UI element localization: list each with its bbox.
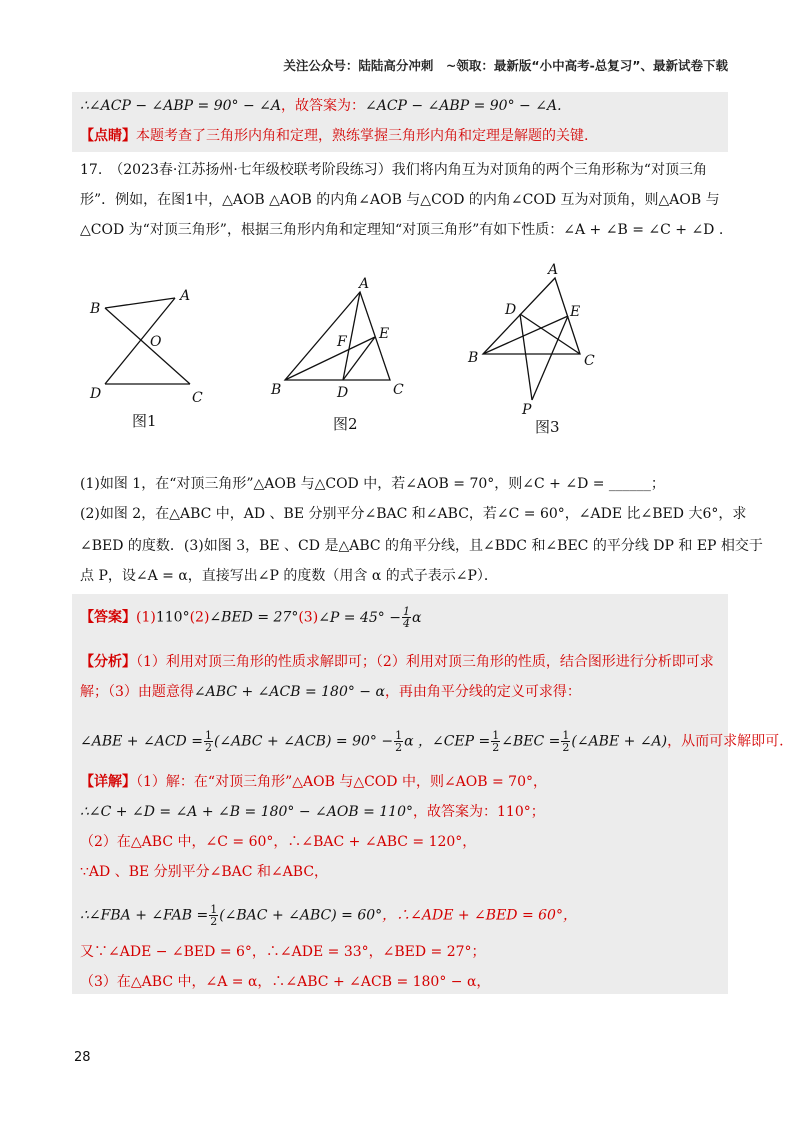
fig1-caption: 图1 xyxy=(132,412,157,430)
detail-label: 【详解】 xyxy=(80,774,136,790)
analysis-label: 【分析】 xyxy=(80,654,136,670)
detail-line-2: ∴∠C + ∠D = ∠A + ∠B = 180° − ∠AOB = 110°，故答案为：110°； xyxy=(80,804,545,820)
answer-label: 【答案】 xyxy=(80,609,136,626)
fig2-label-a: A xyxy=(359,276,370,292)
figure-3 xyxy=(460,258,620,438)
question-2b: ∠BED 的度数．(3)如图 3，BE 、CD 是△ABC 的角平分线，且∠BDC 和∠BEC 的平分线 DP 和 EP 相交于 xyxy=(80,538,763,554)
fig2-caption: 图2 xyxy=(333,415,358,433)
fig2-label-b: B xyxy=(271,382,282,398)
fig3-label-a: A xyxy=(548,262,559,278)
question-3: 点 P，设∠A = α，直接写出∠P 的度数（用含 α 的式子表示∠P）． xyxy=(80,568,498,584)
previous-answer-line: ∴∠ACP − ∠ABP = 90° − ∠A，故答案为：∠ACP − ∠ABP = 90° − ∠A. xyxy=(80,98,562,114)
comment-label: 【点睛】 xyxy=(80,128,136,144)
answer-value-3: ∠P = 45° − $\frac{1}{4}$ α xyxy=(318,605,422,630)
previous-answer-math: ∴∠ACP − ∠ABP = 90° − ∠A xyxy=(80,98,281,114)
fig3-label-b: B xyxy=(468,350,479,366)
detail-line-5: ∴∠FBA + ∠FAB = $\frac{1}{2}$ (∠BAC + ∠ABC) = 60°，∴∠ADE + ∠BED = 60°， xyxy=(80,903,577,928)
detail-line-3: （2）在△ABC 中，∠C = 60°，∴∠BAC + ∠ABC = 120°， xyxy=(80,834,477,850)
fig2-label-f: F xyxy=(337,334,347,350)
fig1-label-b: B xyxy=(90,301,101,317)
comment-line xyxy=(80,126,588,146)
analysis-line-2: 解；（3）由题意得∠ABC + ∠ACB = 180° − α，再由角平分线的定义可求得： xyxy=(80,684,581,700)
question-2a: (2)如图 2，在△ABC 中，AD 、BE 分别平分∠BAC 和∠ABC，若∠C = 60°，∠ADE 比∠BED 大6°，求 xyxy=(80,506,747,522)
fig3-label-c: C xyxy=(584,353,595,369)
previous-answer-math2: ∠ACP − ∠ABP = 90° − ∠A xyxy=(364,98,558,114)
fig1-label-d: D xyxy=(90,386,102,402)
fig1-label-a: A xyxy=(180,288,191,304)
fig2-label-c: C xyxy=(393,382,404,398)
detail-line-7: （3）在△ABC 中，∠A = α，∴∠ABC + ∠ACB = 180° − α， xyxy=(80,974,491,990)
fig2-label-d: D xyxy=(337,385,349,401)
fig3-label-p: P xyxy=(522,402,532,418)
question-1: (1)如图 1，在“对顶三角形”△AOB 与△COD 中，若∠AOB = 70°，则∠C + ∠D = ______； xyxy=(80,476,665,492)
fig1-label-c: C xyxy=(192,390,203,406)
answer-value-1: 110° xyxy=(155,609,190,626)
problem-line-3: △COD 为“对顶三角形”，根据三角形内角和定理知“对顶三角形”有如下性质：∠A + ∠B = ∠C + ∠D . xyxy=(80,222,724,238)
detail-line-1: 【详解】（1）解：在“对顶三角形”△AOB 与△COD 中，则∠AOB = 70°， xyxy=(80,774,547,790)
fig3-caption: 图3 xyxy=(535,418,560,436)
fig3-label-e: E xyxy=(570,304,581,320)
analysis-line-3: ∠ABE + ∠ACD = $\frac{1}{2}$ (∠ABC + ∠ACB) = 90° − $\frac{1}{2}$ α ，∠CEP = $\frac{1}{2}$ ∠BEC = $\frac{1}{2}$ (∠ABE + ∠A)，从而可求解即可. xyxy=(80,729,784,754)
answer-line: 【答案】(1)110°(2)∠BED = 27°(3)∠P = 45° − $\frac{1}{4}$ α xyxy=(80,605,422,630)
answer-value-2: ∠BED = 27° xyxy=(209,609,299,626)
figure-2 xyxy=(265,272,425,442)
figure-1 xyxy=(80,280,230,440)
page-header: 关注公众号：陆陆高分冲刺 ~领取：最新版“小中高考-总复习”、最新试卷下载 xyxy=(283,58,728,73)
problem-line-1: 17. （2023春·江苏扬州·七年级校联考阶段练习）我们将内角互为对顶角的两个三角形称为“对顶三角 xyxy=(80,162,707,178)
fig2-label-e: E xyxy=(379,326,390,342)
previous-answer-text: ，故答案为： xyxy=(280,98,365,114)
fig1-label-o: O xyxy=(150,334,162,350)
detail-line-4: ∵AD 、BE 分别平分∠BAC 和∠ABC， xyxy=(80,864,329,880)
detail-line-6: 又∵∠ADE − ∠BED = 6°，∴∠ADE = 33°，∠BED = 27°； xyxy=(80,944,486,960)
page-number: 28 xyxy=(74,1050,91,1065)
analysis-line-1: 【分析】（1）利用对顶三角形的性质求解即可；（2）利用对顶三角形的性质，结合图形进行分析即可求 xyxy=(80,654,714,670)
comment-text: 本题考查了三角形内角和定理，熟练掌握三角形内角和定理是解题的关键. xyxy=(136,128,589,144)
problem-line-2: 形”．例如，在图1中，△AOB △AOB 的内角∠AOB 与△COD 的内角∠COD 互为对顶角，则△AOB 与 xyxy=(80,192,720,208)
fig3-label-d: D xyxy=(505,302,517,318)
